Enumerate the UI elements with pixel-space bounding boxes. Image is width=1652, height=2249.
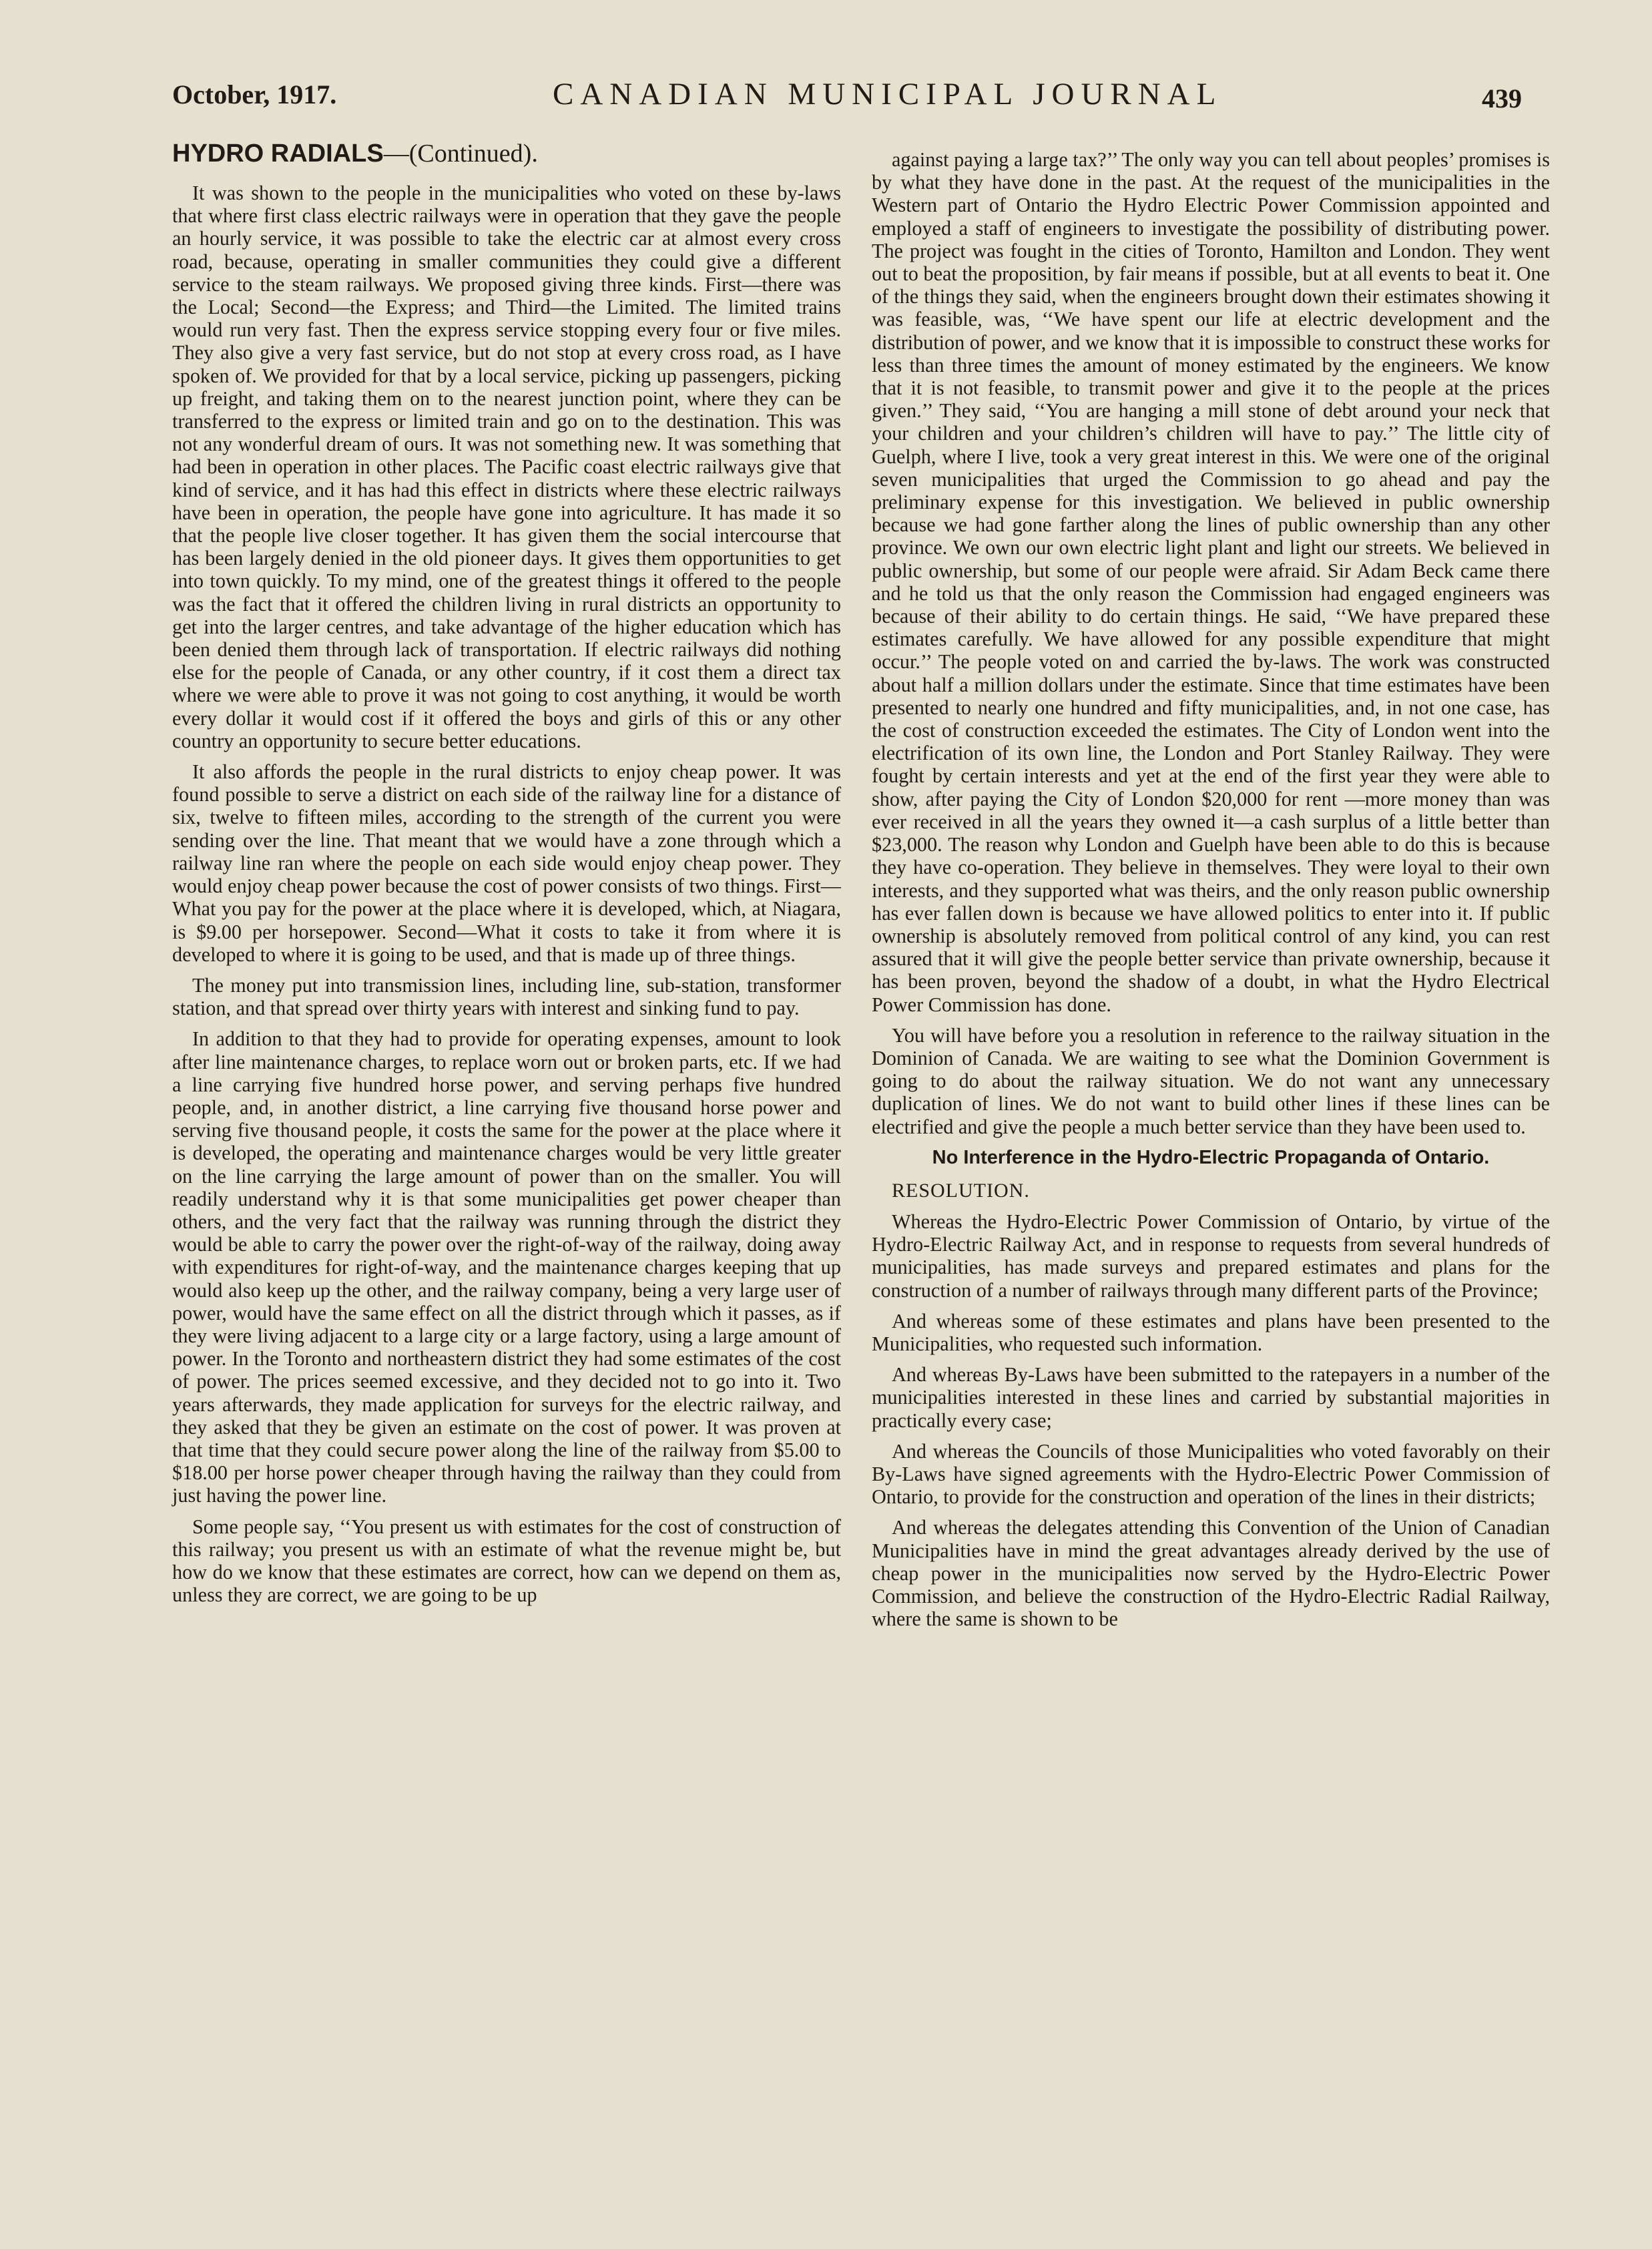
paragraph: The money put into transmission lines, including line, sub-station, transformer station, and that spread over thirty years with interest and sinking fund to pay.: [172, 973, 841, 1020]
subheading: No Interference in the Hydro-Electric Propaganda of Ontario.: [932, 1146, 1490, 1168]
article-title-main: HYDRO RADIALS: [172, 140, 384, 168]
article-title: [172, 139, 841, 168]
paragraph: You will have before you a resolution in reference to the railway situation in the Dominion of Canada. We are waiting to see what the Dominion Government is going to do about the railway situation. We do not want any unnecessary duplication of lines. We do not want to build other lines if these lines can be electrified and give the people a much better service than they have been used to.: [872, 1023, 1550, 1138]
issue-date: October, 1917.: [172, 79, 337, 109]
page-number: 439: [1482, 83, 1522, 113]
resolution-paragraph: And whereas the Councils of those Municipalities who voted favorably on their By-Laws have signed agreements with the Hydro-Electric Power Commission of Ontario, to provide for the construction and operation of the lines in their districts;: [872, 1439, 1550, 1509]
article-title-suffix: —(Continued).: [383, 140, 538, 168]
resolution-paragraph: Whereas the Hydro-Electric Power Commission of Ontario, by virtue of the Hydro-Electric Railway Act, and in response to requests from several hundreds of municipalities, has made surveys and prepared estimates and plans for the construction of a number of railways through many different parts of the Province;: [872, 1210, 1550, 1302]
resolution-label: RESOLUTION.: [892, 1179, 1030, 1202]
paragraph: Some people say, ‘‘You present us with estimates for the cost of construction of this railway; you present us with an estimate of what the revenue might be, but how do we know that these estimates are correct, how can we depend on them as, unless they are correct, we are going to be up: [172, 1515, 841, 1607]
paragraph: In addition to that they had to provide for operating expenses, amount to look after line maintenance charges, to replace worn out or broken parts, etc. If we had a line carrying five hundred horse power, and serving perhaps five hundred people, and, in another district, a line carrying five thousand horse power and serving five thousand people, it costs the same for the power at the place where it is developed, the operating and maintenance charges would be very little greater on the line carrying the large amount of power than on the smaller. You will readily understand why it is that some municipalities get power cheaper than others, and the very fact that the railway was running through the district they would be able to carry the power over the right-of-way of the railway, doing away with expenditures for right-of-way, and the maintenance charges keeping that up would also keep up the other, and the railway company, being a very large user of power, would have the same effect on all the district through which it passes, as if they were living adjacent to a large city or a large factory, using a large amount of power. In the Toronto and northeastern district they had some estimates of the cost of power. The prices seemed excessive, and they decided not to go into it. Two years afterwards, they made application for surveys for the electric railway, and they asked that they be given an estimate on the cost of power. It was proven at that time that they could secure power along the line of the railway from $5.00 to $18.00 per horse power cheaper through having the railway than they could from just having the power line.: [172, 1027, 841, 1507]
left-column: [172, 139, 841, 1614]
right-column: [872, 148, 1550, 1638]
resolution-paragraph: And whereas By-Laws have been submitted to the ratepayers in a number of the municipalities interested in these lines and carried by substantial majorities in practically every case;: [872, 1363, 1550, 1432]
paragraph: It also affords the people in the rural districts to enjoy cheap power. It was found possible to serve a district on each side of the railway line for a distance of six, twelve to fifteen miles, according to the strength of the current you were sending over the line. That meant that we would have a zone through which a railway line ran where the people on each side would enjoy cheap power. They would enjoy cheap power because the cost of power consists of two things. First—What you pay for the power at the place where it is developed, which, at Niagara, is $9.00 per horsepower. Second—What it costs to take it from where it is developed to where it is going to be used, and that is made up of three things.: [172, 760, 841, 966]
paragraph: against paying a large tax?’’ The only way you can tell about peoples’ promises is by what they have done in the past. At the request of the municipalities in the Western part of Ontario the Hydro Electric Power Commission appointed and employed a staff of engineers to investigate the possibility of distributing power. The project was fought in the cities of Toronto, Hamilton and London. They went out to beat the proposition, by fair means if possible, but at all events to beat it. One of the things they said, when the engineers brought down their estimates showing it was feasible, was, ‘‘We have spent our life at electric development and the distribution of power, and we know that it is impossible to construct these works for less than three times the amount of money estimated by the engineers. We know that it is not feasible, to transmit power and give it to the people at the prices given.’’ They said, ‘‘You are hanging a mill stone of debt around your neck that your children and your children’s children will have to pay.’’ The little city of Guelph, where I live, took a very great interest in this. We were one of the original seven municipalities that urged the Commission to go ahead and pay the preliminary expense for this investigation. We believed in public ownership because we had gone farther along the lines of public ownership than any other province. We own our own electric light plant and light our streets. We believed in public ownership, but some of our people were afraid. Sir Adam Beck came there and he told us that the only reason the Commission had engaged engineers was because of their ability to do certain things. He said, ‘‘We have prepared these estimates carefully. We have allowed for any possible expenditure that might occur.’’ The people voted on and carried the by-laws. The work was constructed about half a million dollars under the estimate. Since that time estimates have been presented to nearly one hundred and fifty municipalities, and, in not one case, has the cost of construction exceeded the estimates. The City of London went into the electrification of its own line, the London and Port Stanley Railway. They were fought by certain interests and yet at the end of the first year they were able to show, after paying the City of London $20,000 for rent —more money than was ever received in all the years they owned it—a cash surplus of a little better than $23,000. The reason why London and Guelph have been able to do this is because they have co-operation. They believe in themselves. They were loyal to their own interests, and they supported what was theirs, and the only reason public ownership has ever fallen down is because we have allowed politics to enter into it. If public ownership is absolutely removed from political control of any kind, you can rest assured that it will give the people better service than private ownership, because it has been proven, beyond the shadow of a doubt, in what the Hydro Electrical Power Commission has done.: [872, 148, 1550, 1016]
resolution-paragraph: And whereas some of these estimates and plans have been presented to the Municipalities, who requested such information.: [872, 1309, 1550, 1355]
page-header: [172, 79, 1522, 126]
resolution-paragraph: And whereas the delegates attending this Convention of the Union of Canadian Municipalities have in mind the great advantages already derived by the use of cheap power in the municipalities now served by the Hydro-Electric Power Commission, and believe the construction of the Hydro-Electric Radial Railway, where the same is shown to be: [872, 1516, 1550, 1631]
journal-title: CANADIAN MUNICIPAL JOURNAL: [553, 77, 1223, 111]
paragraph: It was shown to the people in the municipalities who voted on these by-laws that where first class electric railways were in operation that they gave the people an hourly service, it was possible to take the electric car at almost every cross road, because, operating in smaller communities they could give a different service to the steam railways. We proposed giving three kinds. First—there was the Local; Second—the Express; and Third—the Limited. The limited trains would run very fast. Then the express service stopping every four or five miles. They also give a very fast service, but do not stop at every cross road, as I have spoken of. We provided for that by a local service, picking up passengers, picking up freight, and taking them on to the nearest junction point, where they can be transferred to the express or limited train and go on to the destination. This was not any wonderful dream of ours. It was not something new. It was something that had been in operation in other places. The Pacific coast electric railways give that kind of service, and it has had this effect in districts where these electric railways have been in operation, the people have gone into agriculture. It has made it so that the people live closer together. It has given them the social intercourse that has been largely denied in the old pioneer days. It gives them opportunities to get into town quickly. To my mind, one of the greatest things it offered to the people was the fact that it offered the children living in rural districts an opportunity to get into the larger centres, and take advantage of the higher education which has been denied them through lack of transportation. If electric railways did nothing else for the people of Canada, or any other country, if it cost them a direct tax where we were able to prove it was not going to cost anything, it would be worth every dollar it would cost if it offered the boys and girls of this or any other country an opportunity to secure better educations.: [172, 182, 841, 752]
